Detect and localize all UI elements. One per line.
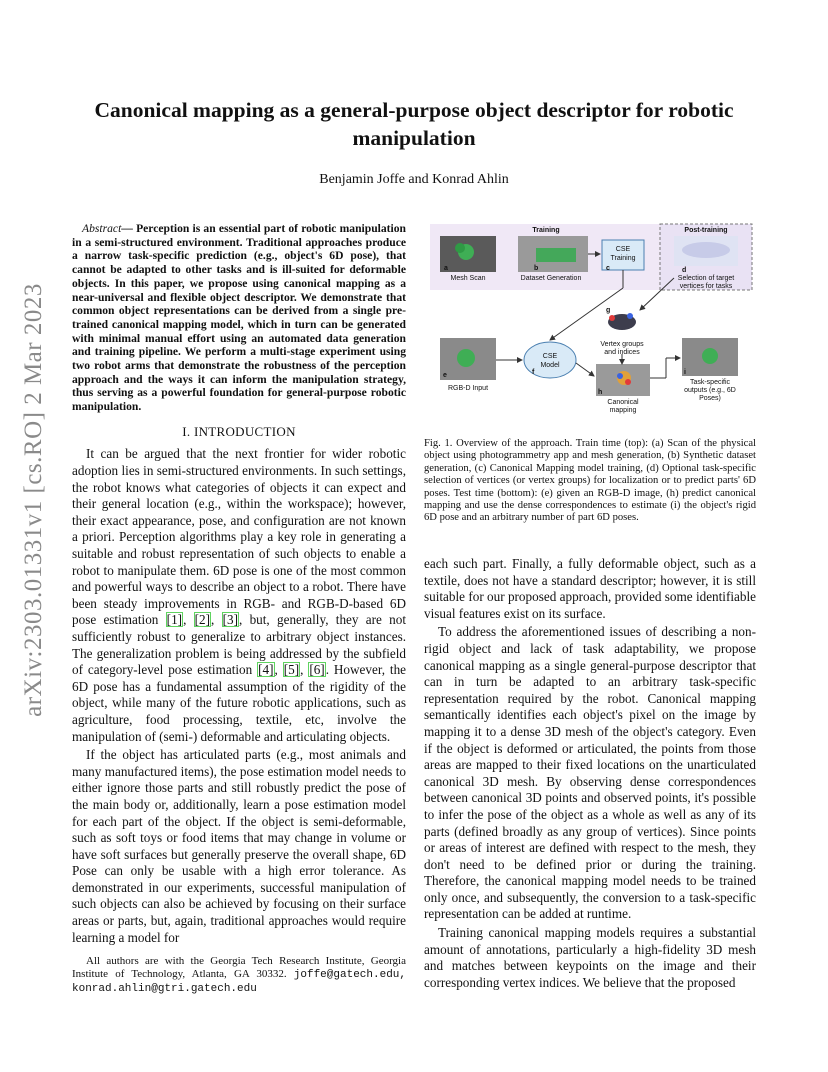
selection-label-1: Selection of target bbox=[677, 275, 735, 282]
intro-paragraph-1: It can be argued that the next frontier for wider robotic adoption lies in semi-structured environments. In such settings, the robot knows what categories of objects it can expect and their general location (e.g., within the workspace); however, their exact appearance, pose, and configuration are not known a priori. Perception algorithms play a key role in generating a suitable and robust representation of such objects to enable a robot to manipulate them. 6D pose is one of the most common and powerful ways to describe an object to a robot. There have been steady improvements in RGB- and RGB-D-based 6D pose estimation [1], [2], [3], but, generally, they are not sufficiently robust to generalize to arbitrary object instances. The generalization problem is being addressed by the subfield of category-level pose estimation [4], [5], [6]. However, the 6D pose has a fundamental assumption of the rigidity of the object, while many of the future robotic applications, such as agriculture, food processing, textile, etc, involve the manipulation of (semi-) deformable and articulating objects. bbox=[72, 446, 407, 744]
letter-i: i bbox=[684, 369, 686, 376]
canonical-label-1: Canonical bbox=[607, 399, 639, 406]
intro-text: , but, generally, they are not sufficiently robust to generalize to arbitrary object instances. The generalization problem is being addressed by the subfield of category-level pose estimation bbox=[72, 612, 406, 678]
footnote-text: All authors are with the Georgia Tech Research Institute, Georgia Institute of Technology, Atlanta, GA 30332. bbox=[72, 955, 406, 980]
cse-model-label-1: CSE bbox=[542, 353, 558, 360]
author-emails[interactable]: joffe@gatech.edu, konrad.ahlin@gtri.gatech.edu bbox=[72, 969, 406, 995]
vertex-groups-label-1: Vertex groups bbox=[600, 341, 644, 348]
intro-paragraph-4: To address the aforementioned issues of describing a non-rigid object and lack of task adaptability, we propose canonical mapping as a single general-purpose descriptor that can in turn be adapted to an arbitrary task-specific representation required by the robot. Canonical mapping semantically identifies each object's pixel on the image by mapping it to a dense 3D mesh of the object's category. Even if the object is deformed or articulated, the points from those areas are mapped to their fixed locations on the unarticulated canonical 3D mesh. By observing dense correspondences between canonical 3D points and observed points, it's possible to infer the pose of the object as a whole as well as any of its parts (defined broadly as any group of vertices). Since points or areas of interest are defined with respect to the mesh, they don't need to be defined prior or during the training. Therefore, the canonical mapping model needs to be trained only once, and subsequently, the conversion to a task-specific representation can be added at runtime. bbox=[424, 624, 756, 922]
arxiv-stamp bbox=[14, 283, 54, 717]
vertex-group-red bbox=[609, 315, 615, 321]
letter-c: c bbox=[606, 265, 610, 272]
letter-b: b bbox=[534, 265, 539, 272]
rgbd-input-label: RGB-D Input bbox=[447, 385, 489, 392]
figure-caption: Fig. 1. Overview of the approach. Train time (top): (a) Scan of the physical object using photogrammetry app and mesh generation, (b) Synthetic dataset generation, (c) Canonical Mapping model training, (d) Optional task-specific selection of vertices (or vertex groups) for localization or to predict parts' 6D poses. Test time (bottom): (e) given an RGB-D image, (h) predict canonical mapping and use the dense correspondences to estimate (i) the object's rigid 6D pose and an arbitrary number of part 6D poses. bbox=[424, 438, 756, 524]
dataset-object bbox=[536, 248, 576, 262]
section-heading-introduction: I. INTRODUCTION bbox=[182, 423, 296, 439]
post-training-label: Post-training bbox=[684, 227, 728, 234]
canonical-color-3 bbox=[625, 379, 631, 385]
selection-label-2: vertices for tasks bbox=[679, 283, 733, 290]
letter-a: a bbox=[444, 265, 448, 272]
letter-d: d bbox=[682, 267, 687, 274]
citation-link[interactable]: [4] bbox=[258, 662, 274, 678]
intro-text: . However, the 6D pose has a fundamental assumption of the rigidity of the object, while many of the future robotic applications, such as agriculture, food processing, textile, etc, involve the manipulation of (semi-) deformable and articulating objects. bbox=[72, 662, 407, 744]
rgbd-object bbox=[457, 349, 475, 367]
overview-diagram bbox=[426, 218, 756, 418]
selection-mesh bbox=[682, 242, 730, 258]
cse-training-label-1: CSE bbox=[615, 246, 631, 253]
letter-h: h bbox=[598, 389, 603, 396]
dataset-generation-label: Dataset Generation bbox=[520, 275, 582, 282]
intro-paragraph-3: each such part. Finally, a fully deformable object, such as a textile, does not have a standard descriptor; however, it is still suitable for our proposed approach, provided some identifiable visual features exist on its surface. bbox=[424, 556, 756, 621]
citation-link[interactable]: [6] bbox=[309, 662, 325, 678]
canonical-color-2 bbox=[617, 373, 623, 379]
overview-figure bbox=[426, 218, 756, 418]
left-column bbox=[72, 222, 406, 948]
task-outputs-label-2: outputs (e.g., 6D bbox=[684, 387, 736, 394]
task-output-object bbox=[702, 348, 718, 364]
letter-e: e bbox=[443, 372, 447, 379]
author-affiliation-footnote bbox=[72, 955, 406, 996]
arrow-f-to-h bbox=[576, 363, 594, 376]
intro-paragraph-5: Training canonical mapping models requires a substantial amount of annotations, particularly a high-fidelity 3D mesh and matches between keypoints on the image and their corresponding vertex indices. We believe that the proposed bbox=[424, 925, 756, 990]
vertex-group-blue bbox=[627, 313, 633, 319]
citation-link[interactable]: [2] bbox=[194, 612, 211, 628]
citation-link[interactable]: [5] bbox=[283, 662, 300, 678]
abstract bbox=[72, 222, 406, 414]
abstract-text: — Perception is an essential part of robotic manipulation in a semi-structured environment. Traditional approaches produce a narrow task-specific prediction (e.g., object's 6D pose), that cannot be adapted to other tasks and is ill-suited for deformable objects. In this paper, we propose using canonical mapping as a near-universal and flexible object descriptor. We demonstrate that common object representations can be derived from a single pre-trained canonical mapping model, which in turn can be generated with minimal manual effort using an automated data generation and training pipeline. We perform a multi-stage experiment using two robot arms that demonstrate the robustness of the perception approach and the ways it can inform the manipulation strategy, thus serving as a powerful foundation for general-purpose robotic manipulation. bbox=[72, 222, 406, 414]
letter-g: g bbox=[606, 307, 611, 314]
cse-training-label-2: Training bbox=[610, 255, 636, 262]
cse-model-label-2: Model bbox=[540, 362, 560, 369]
citation-link[interactable]: [3] bbox=[222, 612, 238, 628]
training-label: Training bbox=[532, 227, 560, 234]
task-outputs-label-3: Poses) bbox=[699, 395, 721, 402]
intro-text: It can be argued that the next frontier for wider robotic adoption lies in semi-structured environments. In such settings, the robot knows what categories of objects it can expect and their general location (e.g., within the workspace); however, their exact appearance, pose, and configuration are not known a priori. Perception algorithms play a key role in generating a suitable and robust representation of such objects to enable a robot to manipulate them. 6D pose is one of the most common and powerful ways to describe an object to a robot. There have been steady improvements in RGB- and RGB-D-based 6D pose estimation bbox=[72, 446, 406, 628]
canonical-label-2: mapping bbox=[609, 407, 637, 414]
citation-link[interactable]: [1] bbox=[166, 612, 183, 628]
arxiv-identifier: arXiv:2303.01331v1 [cs.RO] 2 Mar 2023 bbox=[20, 283, 47, 717]
paper-authors: Benjamin Joffe and Konrad Ahlin bbox=[319, 172, 509, 187]
mesh-object-part bbox=[455, 243, 465, 253]
right-column bbox=[424, 556, 756, 993]
letter-f: f bbox=[532, 369, 535, 376]
task-outputs-label-1: Task-specific bbox=[689, 379, 731, 386]
intro-paragraph-2: If the object has articulated parts (e.g., most animals and many manufactured items), the pose estimation model needs to either ignore those parts and still robustly predict the pose of the main body or, additionally, learn a pose estimation model for each part of the object. If the object is semi-deformable, such as soft toys or food items that may change in volume or have soft surfaces but generally preserve the overall shape, 6D Pose can only be usable with a high error tolerance. As demonstrated in our experiments, successful manipulation of such objects can also be achieved by focusing on their surface areas or parts, but, again, traditional approaches would require learning a model for bbox=[72, 747, 406, 945]
mesh-scan-label: Mesh Scan bbox=[450, 275, 486, 282]
vertex-groups-label-2: and indices bbox=[604, 349, 640, 356]
paper-title: Canonical mapping as a general-purpose object descriptor for robotic manipulation bbox=[94, 98, 734, 150]
abstract-lead: Abstract bbox=[82, 222, 122, 235]
